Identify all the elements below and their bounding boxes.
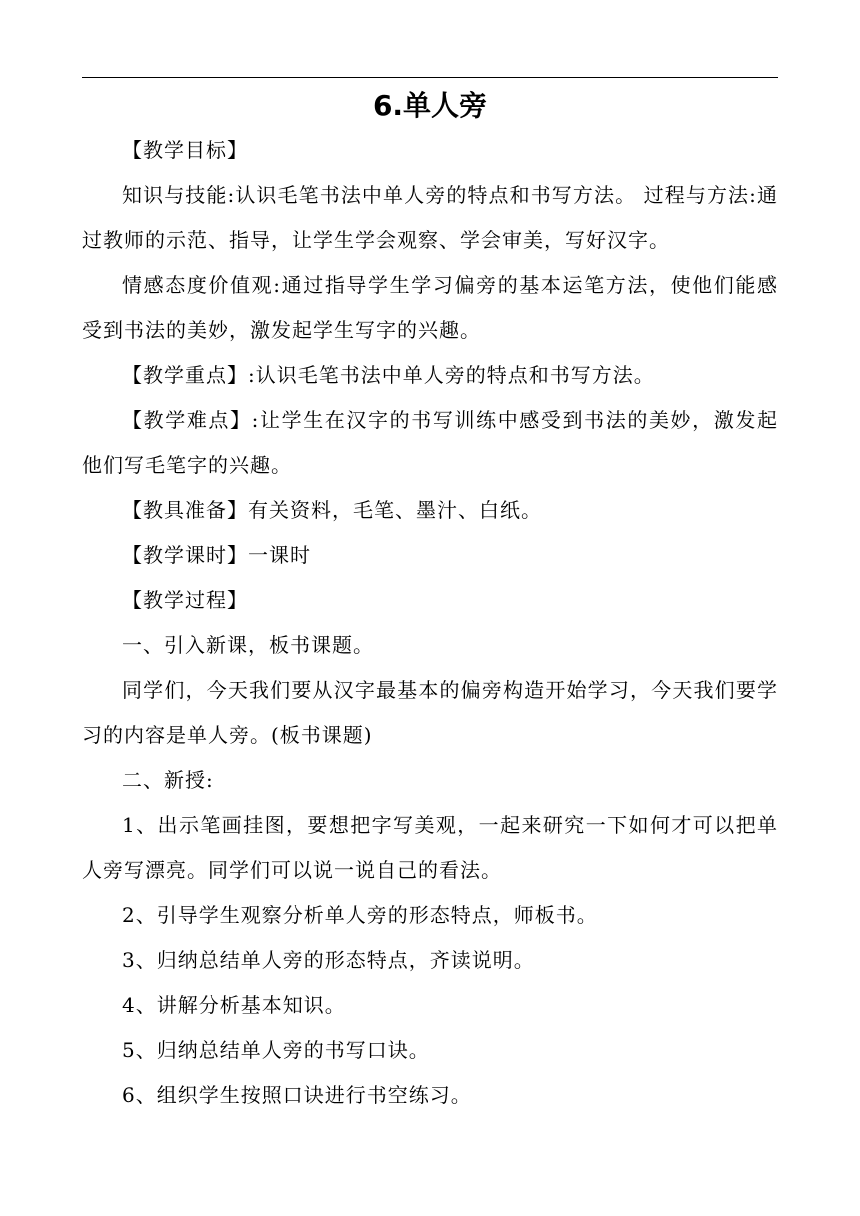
paragraph-difficulties: 【教学难点】:让学生在汉字的书写训练中感受到书法的美妙，激发起他们写毛笔字的兴趣。 [82, 408, 778, 477]
step-new-lesson: 二、新授: [122, 768, 214, 792]
list-item: 4、讲解分析基本知识。 [122, 993, 346, 1017]
paragraph-knowledge-skills: 知识与技能:认识毛笔书法中单人旁的特点和书写方法。 过程与方法:通过教师的示范、指导，让学生学会观察、学会审美，写好汉字。 [82, 183, 778, 252]
list-item: 2、引导学生观察分析单人旁的形态特点，师板书。 [122, 903, 598, 927]
document-body [82, 128, 778, 1118]
list-item: 3、归纳总结单人旁的形态特点，齐读说明。 [122, 948, 535, 972]
step-introduce-lesson: 一、引入新课，板书课题。 [122, 633, 374, 657]
paragraph-teacher-intro: 同学们，今天我们要从汉字最基本的偏旁构造开始学习，今天我们要学习的内容是单人旁。(板书课题) [82, 678, 778, 747]
list-item: 5、归纳总结单人旁的书写口诀。 [122, 1038, 430, 1062]
paragraph-materials: 【教具准备】有关资料，毛笔、墨汁、白纸。 [122, 498, 542, 522]
header-rule [82, 77, 778, 78]
section-heading-process: 【教学过程】 [122, 588, 248, 612]
list-item: 6、组织学生按照口诀进行书空练习。 [122, 1083, 472, 1107]
document-title: 6.单人旁 [372, 89, 488, 122]
paragraph-key-points: 【教学重点】:认识毛笔书法中单人旁的特点和书写方法。 [122, 363, 655, 387]
paragraph-emotional-values: 情感态度价值观:通过指导学生学习偏旁的基本运笔方法，使他们能感受到书法的美妙，激发起学生写字的兴趣。 [82, 273, 778, 342]
list-item: 1、出示笔画挂图，要想把字写美观，一起来研究一下如何才可以把单人旁写漂亮。同学们可以说一说自己的看法。 [82, 813, 778, 882]
paragraph-class-hours: 【教学课时】一课时 [122, 543, 311, 567]
section-heading-objectives: 【教学目标】 [122, 138, 248, 162]
